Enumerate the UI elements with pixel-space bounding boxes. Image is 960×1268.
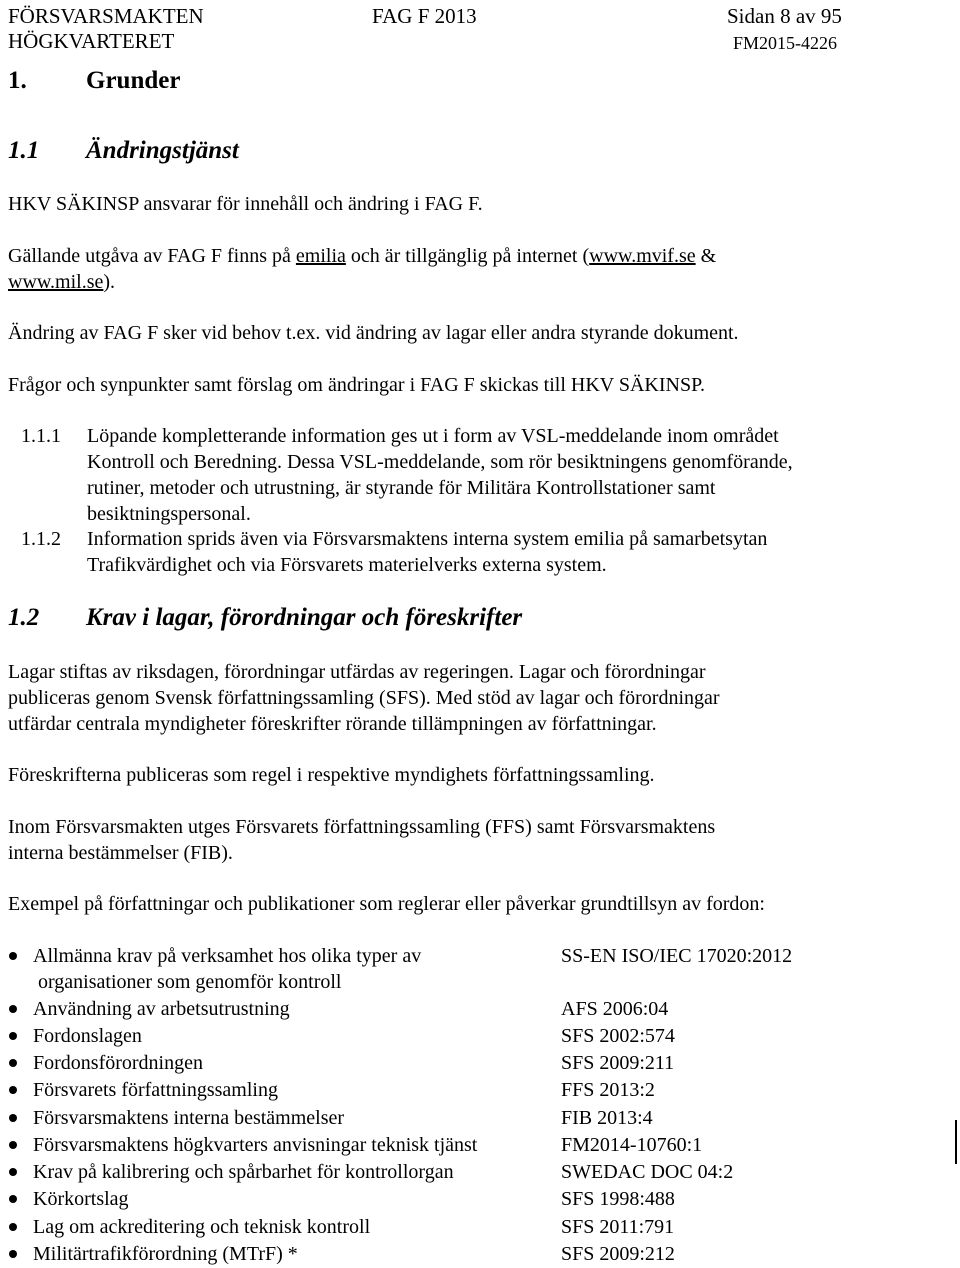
list-item-label: Försvarsmaktens interna bestämmelser [33,1107,345,1129]
list-item-label: Allmänna krav på verksamhet hos olika typer av [33,945,422,967]
change-bar [955,1120,957,1164]
list-item-label: Fordonsförordningen [33,1052,203,1074]
list-item-ref: SFS 2009:211 [561,1052,675,1074]
list-item-ref: SFS 1998:488 [561,1188,675,1210]
item-1-1-2-line1: Information sprids även via Försvarsmaktens interna system emilia på samarbetsytan [87,528,768,550]
text-segment: Gällande utgåva av FAG F finns på [8,245,296,267]
list-item-label: Användning av arbetsutrustning [33,998,290,1020]
section-1-number: 1. [8,67,27,94]
bullet-icon [9,1005,17,1013]
paragraph-foreskrifter: Föreskrifterna publiceras som regel i respektive myndighets författningssamling. [8,764,655,786]
paragraph-ffs-line2: interna bestämmelser (FIB). [8,842,233,864]
bullet-icon [9,1223,17,1231]
header-ref: FM2015-4226 [733,33,838,53]
list-item-ref: FIB 2013:4 [561,1107,653,1129]
paragraph-andring: Ändring av FAG F sker vid behov t.ex. vid ändring av lagar eller andra styrande dokument. [8,322,739,344]
bullet-icon [9,1141,17,1149]
header-doc: FAG F 2013 [372,4,477,28]
paragraph-utgava-line2 [8,269,115,295]
paragraph-lagar-line1: Lagar stiftas av riksdagen, förordningar utfärdas av regeringen. Lagar och förordningar [8,661,706,683]
item-1-1-1-line1: Löpande kompletterande information ges ut i form av VSL-meddelande inom området [87,425,779,447]
paragraph-ffs-line1: Inom Försvarsmakten utges Försvarets författningssamling (FFS) samt Försvarsmaktens [8,816,716,838]
list-item-label-cont: organisationer som genomför kontroll [38,971,342,993]
section-1-1-title: Ändringstjänst [86,137,239,164]
list-item-label: Fordonslagen [33,1025,142,1047]
header-hq: HÖGKVARTERET [8,29,175,53]
list-item-label: Krav på kalibrering och spårbarhet för kontrollorgan [33,1161,454,1183]
item-1-1-2-line2: Trafikvärdighet och via Försvarets materielverks externa system. [87,554,607,576]
list-item-label: Lag om ackreditering och teknisk kontroll [33,1216,371,1238]
list-item-ref: AFS 2006:04 [561,998,669,1020]
list-item-label: Försvarets författningssamling [33,1079,278,1101]
header-org: FÖRSVARSMAKTEN [8,4,204,28]
paragraph-lagar-line3: utfärdar centrala myndigheter föreskrifter rörande tillämpningen av författningar. [8,713,657,735]
link-mil[interactable]: www.mil.se [8,271,104,293]
list-item-ref: SFS 2002:574 [561,1025,675,1047]
text-segment: & [695,245,717,267]
header-page: Sidan 8 av 95 [727,4,842,28]
bullet-icon [9,1114,17,1122]
bullet-icon [9,1168,17,1176]
link-emilia[interactable]: emilia [295,245,346,267]
section-1-1-number: 1.1 [8,137,40,164]
section-1-2-number: 1.2 [8,604,40,631]
list-item-label: Försvarsmaktens högkvarters anvisningar teknisk tjänst [33,1134,478,1156]
bullet-icon [9,1086,17,1094]
paragraph-lagar-line2: publiceras genom Svensk författningssamling (SFS). Med stöd av lagar och förordningar [8,687,720,709]
list-item-label: Militärtrafikförordning (MTrF) * [33,1243,298,1265]
item-1-1-1-line2: Kontroll och Beredning. Dessa VSL-meddelande, som rör besiktningens genomförande, [87,451,793,473]
section-1-title: Grunder [86,67,181,94]
bullet-icon [9,1195,17,1203]
list-item-label: Körkortslag [33,1188,129,1210]
item-1-1-1-line3: rutiner, metoder och utrustning, är styrande för Militära Kontrollstationer samt [87,477,716,499]
paragraph-ansvar: HKV SÄKINSP ansvarar för innehåll och ändring i FAG F. [8,193,483,215]
link-mvif[interactable]: www.mvif.se [589,245,696,267]
list-item-ref: FM2014-10760:1 [561,1134,703,1156]
text-segment: ). [103,271,116,293]
bullet-icon [9,1059,17,1067]
list-item-ref: SFS 2011:791 [561,1216,675,1238]
list-item-ref: SFS 2009:212 [561,1243,675,1265]
list-item-ref: FFS 2013:2 [561,1079,655,1101]
list-item-ref: SS-EN ISO/IEC 17020:2012 [561,945,793,967]
item-1-1-1-line4: besiktningspersonal. [87,503,251,525]
item-1-1-1-number: 1.1.1 [21,425,61,447]
item-1-1-2-number: 1.1.2 [21,528,61,550]
list-item-ref: SWEDAC DOC 04:2 [561,1161,734,1183]
bullet-icon [9,952,17,960]
paragraph-exempel: Exempel på författningar och publikationer som reglerar eller påverkar grundtillsyn av fordon: [8,893,765,915]
paragraph-fragor: Frågor och synpunkter samt förslag om ändringar i FAG F skickas till HKV SÄKINSP. [8,374,705,396]
paragraph-utgava-line1 [8,243,716,269]
text-segment: och är tillgänglig på internet ( [345,245,590,267]
bullet-icon [9,1250,17,1258]
section-1-2-title: Krav i lagar, förordningar och föreskrifter [86,604,523,631]
bullet-icon [9,1032,17,1040]
